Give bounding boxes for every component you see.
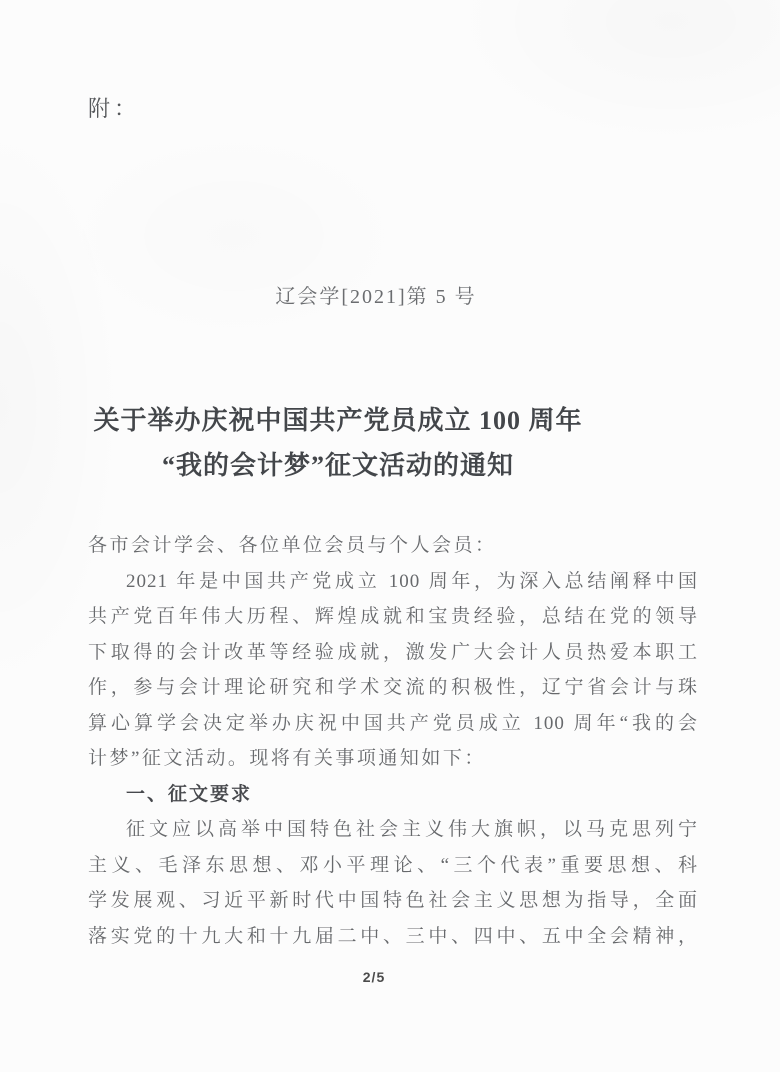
body-line: 2021 年是中国共产党成立 100 周年，为深入总结阐释中国 (126, 570, 698, 592)
body-line: 共产党百年伟大历程、辉煌成就和宝贵经验，总结在党的领导 (88, 606, 698, 627)
attachment-label: 附： (88, 96, 141, 121)
body-line: 作，参与会计理论研究和学术交流的积极性，辽宁省会计与珠 (88, 677, 698, 698)
body-line: 主义、毛泽东思想、邓小平理论、“三个代表”重要思想、科 (88, 854, 698, 876)
body-line: 计梦”征文活动。现将有关事项通知如下： (88, 748, 486, 769)
document-title-line-1: 关于举办庆祝中国共产党员成立 100 周年 (93, 406, 583, 435)
document-body (88, 528, 698, 954)
body-line: 学发展观、习近平新时代中国特色社会主义思想为指导，全面 (88, 890, 698, 911)
document-title (0, 398, 728, 488)
page-number: 2/5 (362, 969, 386, 985)
body-line: 算心算学会决定举办庆祝中国共产党员成立 100 周年“我的会 (88, 712, 698, 734)
body-line: 征文应以高举中国特色社会主义伟大旗帜，以马克思列宁 (126, 819, 698, 840)
section-heading: 一、征文要求 (126, 783, 253, 805)
body-line: 下取得的会计改革等经验成就，激发广大会计人员热爱本职工 (88, 641, 698, 663)
document-title-line-2: “我的会计梦”征文活动的通知 (161, 451, 514, 480)
document-number: 辽会学[2021]第 5 号 (275, 286, 477, 308)
salutation-line: 各市会计学会、各位单位会员与个人会员： (88, 535, 497, 556)
body-line: 落实党的十九大和十九届二中、三中、四中、五中全会精神， (88, 925, 698, 947)
